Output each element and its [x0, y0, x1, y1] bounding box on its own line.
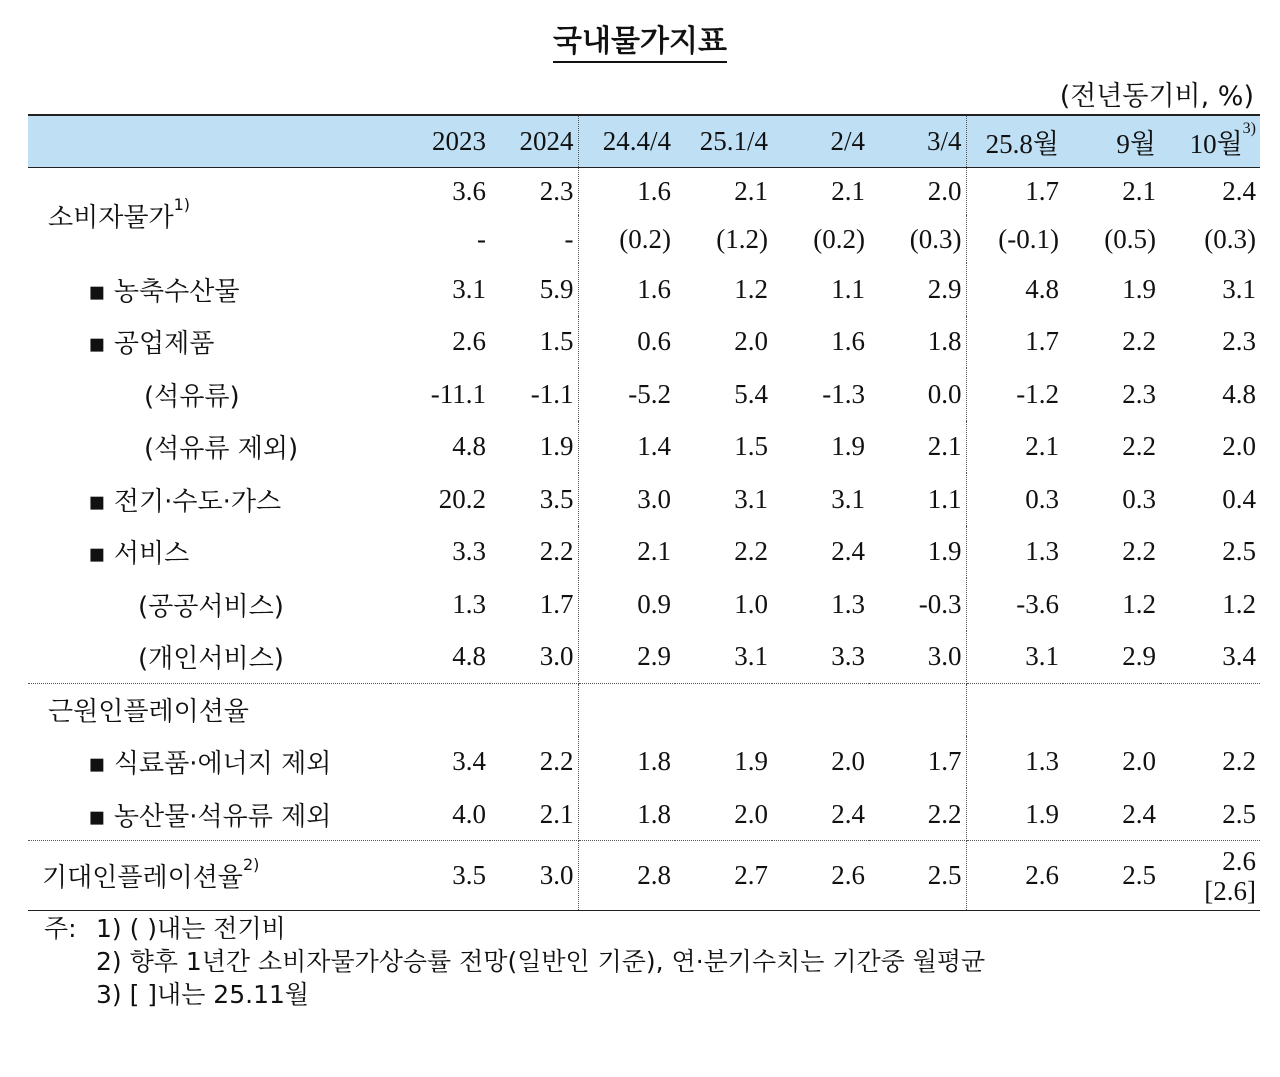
- cell: [1063, 683, 1160, 736]
- cell: 2.1: [734, 175, 768, 206]
- cell: 2.0: [869, 167, 966, 215]
- cell: 2.5: [1160, 788, 1260, 841]
- table-row: [28, 263, 1260, 316]
- header-row: [28, 115, 1260, 167]
- row-label-utility: ▪ 전기·수도·가스: [88, 486, 282, 517]
- cell: 2.1: [1025, 431, 1059, 462]
- cell: 2.2: [490, 736, 578, 789]
- cell: 1.9: [831, 431, 865, 462]
- cell: 2.3: [490, 167, 578, 215]
- cell: 2.2: [490, 526, 578, 579]
- cell: 2.2: [869, 788, 966, 841]
- cell: [869, 683, 966, 736]
- cell: -1.1: [490, 368, 578, 421]
- cell: -3.6: [1016, 588, 1059, 619]
- cell: 2.6: [966, 841, 1063, 911]
- cell: (0.2): [619, 223, 671, 254]
- cell: 2.4: [831, 536, 865, 567]
- cell: 3.1: [734, 483, 768, 514]
- table-row: [28, 368, 1260, 421]
- row-label-public-service: (공공서비스): [138, 591, 284, 622]
- cell: 2.6: [452, 326, 486, 357]
- cell: 3.5: [390, 841, 490, 911]
- cell: 3.5: [490, 473, 578, 526]
- cell: 0.4: [1222, 483, 1256, 514]
- table-row: [28, 316, 1260, 369]
- cell: -: [490, 215, 578, 263]
- cell: 2.2: [1122, 536, 1156, 567]
- cell: 1.7: [1025, 175, 1059, 206]
- col-header: 25.1/4: [675, 115, 772, 167]
- cell: 3.1: [452, 273, 486, 304]
- table-row: [28, 841, 1260, 911]
- price-indicator-table: [28, 114, 1260, 911]
- cell: [966, 683, 1063, 736]
- row-label-ex-petro: (석유류 제외): [144, 434, 299, 465]
- cell: -1.3: [822, 378, 865, 409]
- cell: 5.9: [490, 263, 578, 316]
- cell: 3.0: [490, 841, 578, 911]
- cell: 1.0: [734, 588, 768, 619]
- cell: 2.3: [1122, 378, 1156, 409]
- cell: [772, 683, 869, 736]
- cell: 20.2: [438, 483, 486, 514]
- cell: 1.2: [734, 273, 768, 304]
- footnote-1: 주: 1) ( )내는 전기비: [44, 914, 286, 943]
- cell: 1.7: [869, 736, 966, 789]
- cell: 2.1: [831, 175, 865, 206]
- table-row: [28, 526, 1260, 579]
- table-row: [28, 167, 1260, 215]
- cell: 1.3: [452, 588, 486, 619]
- cell: 2.2: [734, 536, 768, 567]
- cell: 4.8: [1222, 378, 1256, 409]
- cell: 3.3: [452, 536, 486, 567]
- cell: 2.0: [734, 326, 768, 357]
- cell: (0.2): [813, 223, 865, 254]
- col-header: 2023: [390, 115, 490, 167]
- cell: 1.8: [869, 316, 966, 369]
- unit-label: (전년동기비, %): [1059, 81, 1254, 112]
- cell: -1.2: [1016, 378, 1059, 409]
- cell: 2.1: [490, 788, 578, 841]
- cell: [390, 683, 490, 736]
- footnote-2: 2) 향후 1년간 소비자물가상승률 전망(일반인 기준), 연·분기수치는 기간중 월평균: [96, 947, 986, 976]
- col-header: 25.8월: [966, 115, 1063, 167]
- cell: 3.4: [1160, 631, 1260, 684]
- col-header: 3/4: [869, 115, 966, 167]
- cell: 5.4: [734, 378, 768, 409]
- row-label-core-ex-food-energy: ▪ 식료품·에너지 제외: [88, 749, 332, 780]
- cell: 1.3: [1025, 746, 1059, 777]
- table-row: [28, 736, 1260, 789]
- cell: 2.0: [1222, 431, 1256, 462]
- col-header: 2024: [490, 115, 578, 167]
- cell: 2.2: [1122, 326, 1156, 357]
- cell: 4.8: [452, 431, 486, 462]
- table-row: [28, 788, 1260, 841]
- table-row: [28, 473, 1260, 526]
- cell: 1.7: [490, 578, 578, 631]
- cell: 2.0: [831, 746, 865, 777]
- cell: 0.0: [869, 368, 966, 421]
- cell: 1.9: [966, 788, 1063, 841]
- cell: [1160, 683, 1260, 736]
- cell: 2.5: [869, 841, 966, 911]
- col-header: 9월: [1063, 115, 1160, 167]
- cell: 3.4: [452, 746, 486, 777]
- cell: 3.1: [1222, 273, 1256, 304]
- cell: 0.3: [1122, 483, 1156, 514]
- cell: 1.2: [1122, 588, 1156, 619]
- cell: 1.6: [637, 273, 671, 304]
- cell: 0.3: [1025, 483, 1059, 514]
- cell: 3.1: [675, 631, 772, 684]
- cell: 1.9: [869, 526, 966, 579]
- cell: (0.5): [1104, 223, 1156, 254]
- cell: 2.5: [1063, 841, 1160, 911]
- cell: 1.9: [1122, 273, 1156, 304]
- row-label-industrial: ▪ 공업제품: [88, 329, 215, 360]
- cell: 1.5: [490, 316, 578, 369]
- cell: 0.6: [637, 326, 671, 357]
- cell: 1.6: [831, 326, 865, 357]
- header-blank: [28, 115, 390, 167]
- cell: -11.1: [430, 378, 486, 409]
- cell: 2.8: [578, 841, 675, 911]
- cell: (1.2): [716, 223, 768, 254]
- row-label-expected-inflation: 기대인플레이션율$^{2)}$: [28, 841, 390, 911]
- cell: 2.3: [1222, 326, 1256, 357]
- cell: 2.4: [1063, 788, 1160, 841]
- cell: 1.9: [734, 746, 768, 777]
- cell: 0.9: [637, 588, 671, 619]
- cell: [578, 683, 675, 736]
- cell: 2.2: [1222, 746, 1256, 777]
- cell: 3.0: [490, 631, 578, 684]
- row-label-core-inflation: 근원인플레이션율: [48, 697, 249, 727]
- cell: 2.9: [1063, 631, 1160, 684]
- table-row: [28, 631, 1260, 684]
- cell: 1.6: [637, 175, 671, 206]
- cell: 1.8: [637, 746, 671, 777]
- cell: [490, 683, 578, 736]
- cell: 2.9: [578, 631, 675, 684]
- row-label-core-ex-agri-petro: ▪ 농산물·석유류 제외: [28, 788, 390, 841]
- cell: 1.7: [1025, 326, 1059, 357]
- footnotes: [44, 912, 985, 1011]
- cell: 2.4: [772, 788, 869, 841]
- cell: 3.3: [772, 631, 869, 684]
- table-row: [28, 421, 1260, 474]
- cell: 1.3: [1025, 536, 1059, 567]
- row-label-cpi: 소비자물가$^{1)}$: [48, 194, 191, 233]
- cell: 1.8: [578, 788, 675, 841]
- cell: (0.3): [869, 215, 966, 263]
- cell: 4.8: [390, 631, 490, 684]
- cell: 3.0: [869, 631, 966, 684]
- cell: 2.9: [869, 263, 966, 316]
- cell: (0.3): [1204, 223, 1256, 254]
- cell: 2.1: [869, 421, 966, 474]
- table-row: [28, 578, 1260, 631]
- row-label-agri: ▪ 농축수산물: [88, 276, 240, 307]
- cell: 1.4: [637, 431, 671, 462]
- footnote-3: 3) [ ]내는 25.11월: [96, 980, 310, 1009]
- cell: -5.2: [628, 378, 671, 409]
- cell: 2.6: [772, 841, 869, 911]
- table-row: [28, 683, 1260, 736]
- cell: 1.1: [831, 273, 865, 304]
- cell: 2.1: [1122, 175, 1156, 206]
- cell: 2.0: [675, 788, 772, 841]
- col-header: 24.4/4: [578, 115, 675, 167]
- cell: 1.9: [490, 421, 578, 474]
- cell: [675, 683, 772, 736]
- cell: 2.6 [2.6]: [1160, 841, 1260, 911]
- cell: 4.0: [390, 788, 490, 841]
- col-header: 2/4: [772, 115, 869, 167]
- cell: 1.5: [734, 431, 768, 462]
- cell: 2.4: [1222, 175, 1256, 206]
- col-header: 10월$^{3)}$: [1160, 115, 1260, 167]
- row-label-petro: (석유류): [144, 381, 240, 412]
- cell: 4.8: [1025, 273, 1059, 304]
- cell: 2.7: [675, 841, 772, 911]
- cell: -: [477, 223, 486, 254]
- cell: 1.2: [1222, 588, 1256, 619]
- cell: 1.1: [869, 473, 966, 526]
- cell: 2.1: [637, 536, 671, 567]
- cell: 2.5: [1222, 536, 1256, 567]
- cell: 3.1: [831, 483, 865, 514]
- row-label-private-service: (개인서비스): [28, 631, 390, 684]
- cell: 2.2: [1122, 431, 1156, 462]
- cell: 3.6: [452, 175, 486, 206]
- cell: 1.3: [831, 588, 865, 619]
- cell: -0.3: [869, 578, 966, 631]
- cell: 3.0: [637, 483, 671, 514]
- cell: 3.1: [966, 631, 1063, 684]
- page-title: 국내물가지표: [0, 16, 1280, 60]
- row-label-service: ▪ 서비스: [88, 539, 190, 570]
- cell: 2.0: [1122, 746, 1156, 777]
- cell: (-0.1): [998, 223, 1059, 254]
